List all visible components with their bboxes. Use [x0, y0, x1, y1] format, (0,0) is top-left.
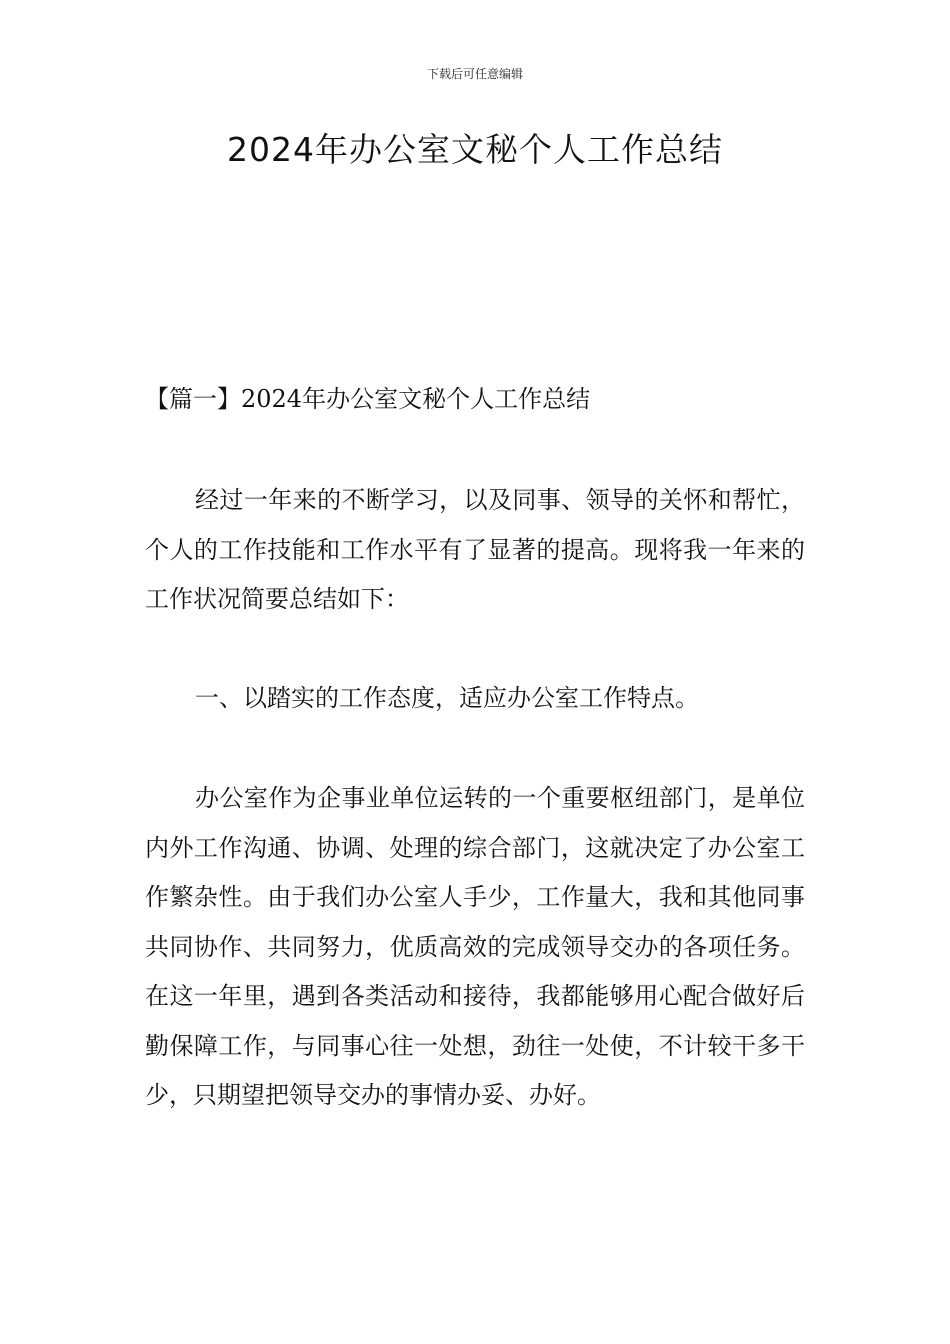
section-heading: 【篇一】2024年办公室文秘个人工作总结 — [145, 385, 591, 413]
paragraph-point-one: 一、以踏实的工作态度，适应办公室工作特点。 — [195, 684, 699, 712]
header-note: 下载后可任意编辑 — [426, 67, 523, 81]
paragraph-intro: 经过一年来的不断学习，以及同事、领导的关怀和帮忙，个人的工作技能和工作水平有了显著的提高。现将我一年来的工作状况简要总结如下： — [145, 486, 805, 613]
document-title: 2024年办公室文秘个人工作总结 — [227, 130, 723, 169]
paragraph-office-work: 办公室作为企事业单位运转的一个重要枢纽部门，是单位内外工作沟通、协调、处理的综合部门，这就决定了办公室工作繁杂性。由于我们办公室人手少，工作量大，我和其他同事共同协作、共同努力，优质高效的完成领导交办的各项任务。在这一年里，遇到各类活动和接待，我都能够用心配合做好后勤保障工作，与同事心往一处想，劲往一处使，不计较干多干少，只期望把领导交办的事情办妥、办好。 — [145, 784, 805, 1109]
